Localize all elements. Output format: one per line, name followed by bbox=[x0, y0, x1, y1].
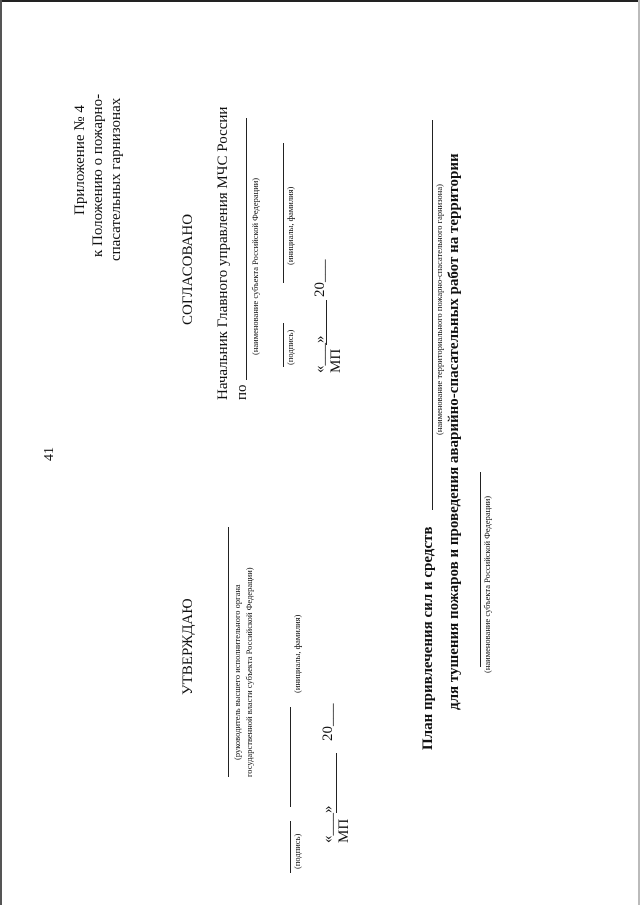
approve-stamp: МП bbox=[336, 818, 352, 843]
agreed-date-quote: «___» bbox=[312, 335, 328, 373]
approve-sign-caption: (подпись) bbox=[292, 833, 302, 869]
agreed-name-caption: (инициалы, фамилия) bbox=[285, 186, 295, 265]
plan-caption-2: (наименование субъекта Российской Федерации) bbox=[482, 495, 492, 673]
agreed-region-line bbox=[246, 118, 247, 380]
approve-caption-2: государственной власти субъекта Российской Федерации) bbox=[244, 567, 254, 777]
agreed-by: по bbox=[234, 384, 250, 400]
plan-line-2: для тушения пожаров и проведения аварийно-спасательных работ на территории bbox=[446, 153, 462, 710]
agreed-stamp: МП bbox=[328, 348, 344, 373]
agreed-caption: (наименование субъекта Российской Федерации) bbox=[250, 177, 260, 355]
agreed-title: СОГЛАСОВАНО bbox=[180, 213, 196, 325]
agreed-line-1: Начальник Главного управления МЧС России bbox=[215, 106, 231, 400]
plan-garrison-line bbox=[432, 120, 433, 510]
agreed-name-line bbox=[283, 143, 284, 283]
appendix-line-3: спасательных гарнизонах bbox=[108, 97, 124, 261]
agreed-sign-caption: (подпись) bbox=[285, 329, 295, 365]
plan-caption-1: (наименование территориального пожарно-спасательного гарнизона) bbox=[434, 184, 444, 435]
approve-date-quote: «___» bbox=[320, 805, 336, 843]
approve-official-line bbox=[228, 527, 229, 777]
agreed-sign-line bbox=[283, 323, 284, 367]
approve-title: УТВЕРЖДАЮ bbox=[180, 598, 196, 695]
agreed-date-month-line bbox=[326, 300, 327, 345]
approve-date-month-line bbox=[336, 753, 337, 813]
approve-name-line bbox=[290, 707, 291, 807]
page-number: 41 bbox=[42, 447, 57, 461]
plan-region-line bbox=[480, 472, 481, 667]
approve-year: 20___ bbox=[320, 703, 336, 741]
appendix-line-1: Приложение № 4 bbox=[72, 105, 88, 215]
appendix-line-2: к Положению о пожарно- bbox=[90, 93, 106, 257]
plan-line-1: План привлечения сил и средств bbox=[420, 526, 436, 750]
agreed-year: 20___ bbox=[312, 259, 328, 297]
approve-caption-1: (руководитель высшего исполнительного органа bbox=[232, 584, 242, 760]
approve-sign-line bbox=[290, 821, 291, 873]
approve-name-caption: (инициалы, фамилия) bbox=[292, 614, 302, 693]
